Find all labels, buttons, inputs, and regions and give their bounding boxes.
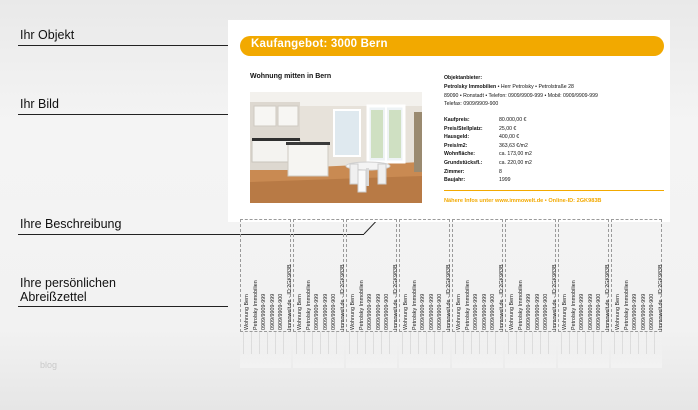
provider-line3: Telefax: 0909/9909-900	[444, 101, 499, 107]
tear-off-tab[interactable]	[452, 219, 503, 332]
tab-text: Wohnung Bern Petrolsky Immobilien 0909/9909-999 0909/9909-999 0909/9909-900 Immowelt.de - ID:2GK983B	[562, 264, 611, 330]
listing-title: Wohnung mitten in Bern	[250, 73, 332, 80]
tear-off-tab[interactable]	[611, 219, 662, 332]
tab-text: Wohnung Bern Petrolsky Immobilien 0909/9909-999 0909/9909-999 0909/9909-900 Immowelt.de - ID:2GK983B	[509, 264, 558, 330]
tear-off-tab[interactable]	[346, 219, 397, 332]
provider-line2: 89090 • Ronstadt • Telefon: 0909/9909-999 • Mobil: 0909/9909-999	[444, 92, 598, 99]
fact-row: Wohnfläche: ca. 173,00 m2	[444, 151, 532, 158]
tear-off-tab[interactable]	[399, 219, 450, 332]
tab-text: Wohnung Bern Petrolsky Immobilien 0909/9909-999 0909/9909-999 0909/9909-900 Immowelt.de - ID:2GK983B	[615, 264, 664, 330]
label-description: Ihre Beschreibung	[20, 217, 122, 231]
tab-reflection	[346, 332, 397, 368]
tab-reflection	[240, 332, 291, 368]
tab-reflection	[293, 332, 344, 368]
label-tabs-line1: Ihre persönlichen	[20, 276, 116, 290]
tab-text: Wohnung Bern Petrolsky Immobilien 0909/9909-999 0909/9909-999 0909/9909-900 Immowelt.de - ID:2GK983B	[244, 264, 293, 330]
tab-text: Wohnung Bern Petrolsky Immobilien 0909/9909-999 0909/9909-999 0909/9909-900 Immowelt.de - ID:2GK983B	[350, 264, 399, 330]
fact-row: Preis/m2: 363,63 €/m2	[444, 142, 528, 149]
provider-line1: Petrolsky Immobilien • Herr Petrolsky • Petrolstraße 28	[444, 84, 574, 90]
fact-row: Preis/Stellplatz: 25,00 €	[444, 125, 517, 132]
tab-text: Wohnung Bern Petrolsky Immobilien 0909/9909-999 0909/9909-999 0909/9909-900 Immowelt.de - ID:2GK983B	[297, 264, 346, 330]
watermark: blog	[40, 360, 58, 370]
tab-reflection	[505, 332, 556, 368]
tear-off-tabs	[240, 219, 664, 339]
divider	[444, 190, 664, 191]
facts-list	[444, 116, 532, 185]
more-info: Nähere Infos unter www.immowelt.de • Online-ID: 2GK983B	[444, 198, 602, 204]
tab-reflection	[558, 332, 609, 368]
pointer-line-tabs	[18, 306, 228, 307]
provider-heading: Objektanbieter:	[444, 75, 483, 81]
label-object: Ihr Objekt	[20, 28, 75, 42]
tear-off-tab[interactable]	[240, 219, 291, 332]
fact-row: Grundstücksfl.: ca. 220,00 m2	[444, 159, 532, 166]
tab-reflection	[611, 332, 662, 368]
tab-text: Wohnung Bern Petrolsky Immobilien 0909/9909-999 0909/9909-999 0909/9909-900 Immowelt.de - ID:2GK983B	[456, 264, 505, 330]
pointer-line-image	[18, 114, 250, 115]
fact-row: Baujahr: 1999	[444, 177, 511, 184]
tear-off-tab[interactable]	[293, 219, 344, 332]
banner	[240, 36, 664, 56]
fact-row: Zimmer: 8	[444, 168, 502, 175]
pointer-line-object	[18, 45, 240, 46]
fact-row: Hausgeld: 400,00 €	[444, 134, 520, 141]
tab-reflection	[452, 332, 503, 368]
label-tabs-line2: Abreißzettel	[20, 290, 87, 304]
kitchen-image	[250, 92, 422, 203]
fact-row: Kaufpreis: 80.000,00 €	[444, 117, 527, 123]
tab-text: Wohnung Bern Petrolsky Immobilien 0909/9909-999 0909/9909-999 0909/9909-900 Immowelt.de - ID:2GK983B	[403, 264, 452, 330]
tab-reflection	[399, 332, 450, 368]
property-photo	[250, 92, 422, 203]
flyer	[228, 20, 670, 222]
tear-off-tab[interactable]	[558, 219, 609, 332]
banner-title: Kaufangebot: 3000 Bern	[251, 38, 388, 50]
label-image: Ihr Bild	[20, 97, 59, 111]
tear-off-tab[interactable]	[505, 219, 556, 332]
